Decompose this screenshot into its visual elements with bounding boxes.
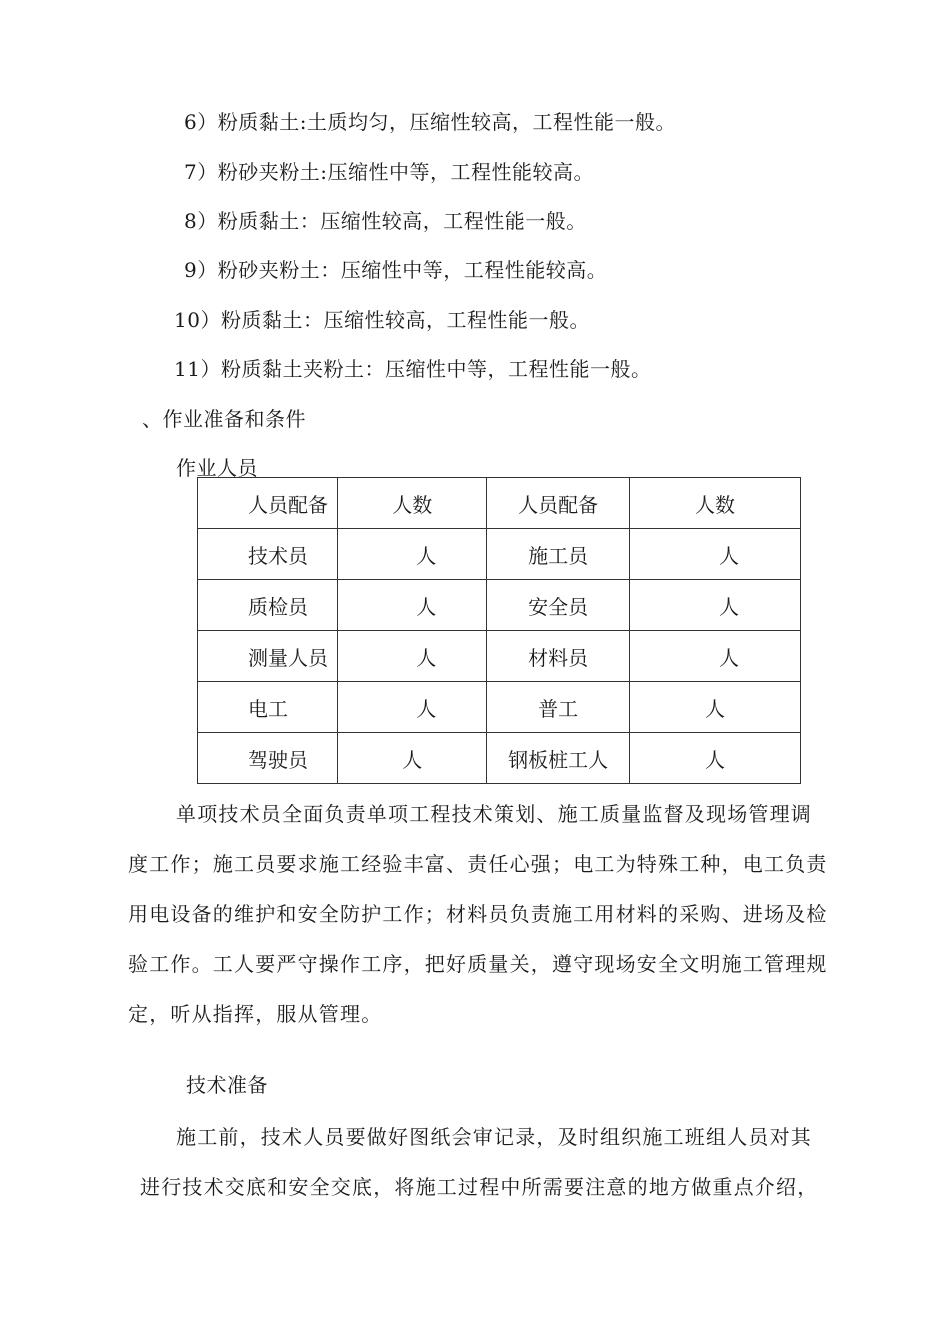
table-row (198, 733, 801, 784)
table-cell: 人 (630, 682, 801, 733)
table-cell: 普工 (487, 682, 630, 733)
table-cell: 钢板桩工人 (487, 733, 630, 784)
table-row (198, 682, 801, 733)
table-cell: 人 (338, 631, 487, 682)
table-cell: 人 (630, 733, 801, 784)
table-cell: 测量人员 (198, 631, 338, 682)
table-row (198, 631, 801, 682)
tech-paragraph-line: 施工前，技术人员要做好图纸会审记录，及时组织施工班组人员对其 (176, 1125, 812, 1149)
table-cell: 人 (338, 733, 487, 784)
soil-layer-9: 9）粉砂夹粉土：压缩性中等，工程性能较高。 (184, 258, 608, 282)
staff-paragraph-line: 度工作；施工员要求施工经验丰富、责任心强；电工为特殊工种，电工负责 (128, 852, 828, 876)
table-cell: 电工 (198, 682, 338, 733)
soil-layer-11: 11）粉质黏土夹粉土：压缩性中等，工程性能一般。 (174, 357, 652, 381)
section-heading: 、作业准备和条件 (142, 407, 306, 431)
staff-paragraph-line: 定，听从指挥，服从管理。 (128, 1002, 383, 1026)
table-cell: 人 (338, 529, 487, 580)
table-header-cell: 人数 (338, 478, 487, 529)
table-row (198, 529, 801, 580)
staff-paragraph-line: 验工作。工人要严守操作工序，把好质量关，遵守现场安全文明施工管理规 (128, 952, 828, 976)
staff-paragraph-line: 用电设备的维护和安全防护工作；材料员负责施工用材料的采购、进场及检 (128, 902, 828, 926)
table-cell: 材料员 (487, 631, 630, 682)
soil-layer-10: 10）粉质黏土：压缩性较高，工程性能一般。 (174, 308, 590, 332)
table-cell: 人 (630, 529, 801, 580)
soil-layer-6: 6）粉质黏土:土质均匀，压缩性较高，工程性能一般。 (184, 110, 676, 134)
soil-layer-8: 8）粉质黏土：压缩性较高，工程性能一般。 (184, 209, 587, 233)
staff-paragraph-line: 单项技术员全面负责单项工程技术策划、施工质量监督及现场管理调 (176, 802, 812, 826)
table-cell: 施工员 (487, 529, 630, 580)
table-cell: 质检员 (198, 580, 338, 631)
tech-paragraph-line: 进行技术交底和安全交底，将施工过程中所需要注意的地方做重点介绍， (140, 1175, 819, 1199)
table-cell: 人 (338, 682, 487, 733)
table-cell: 人 (630, 631, 801, 682)
table-header-row (198, 478, 801, 529)
table-cell: 安全员 (487, 580, 630, 631)
table-header-cell: 人数 (630, 478, 801, 529)
subheading-staff: 作业人员 (176, 456, 258, 480)
table-cell: 人 (338, 580, 487, 631)
table-cell: 人 (630, 580, 801, 631)
subheading-tech: 技术准备 (186, 1073, 268, 1097)
table-cell: 技术员 (198, 529, 338, 580)
staff-table (197, 477, 801, 784)
table-header-cell: 人员配备 (198, 478, 338, 529)
table-cell: 驾驶员 (198, 733, 338, 784)
table-header-cell: 人员配备 (487, 478, 630, 529)
table-row (198, 580, 801, 631)
soil-layer-7: 7）粉砂夹粉土:压缩性中等，工程性能较高。 (184, 160, 594, 184)
